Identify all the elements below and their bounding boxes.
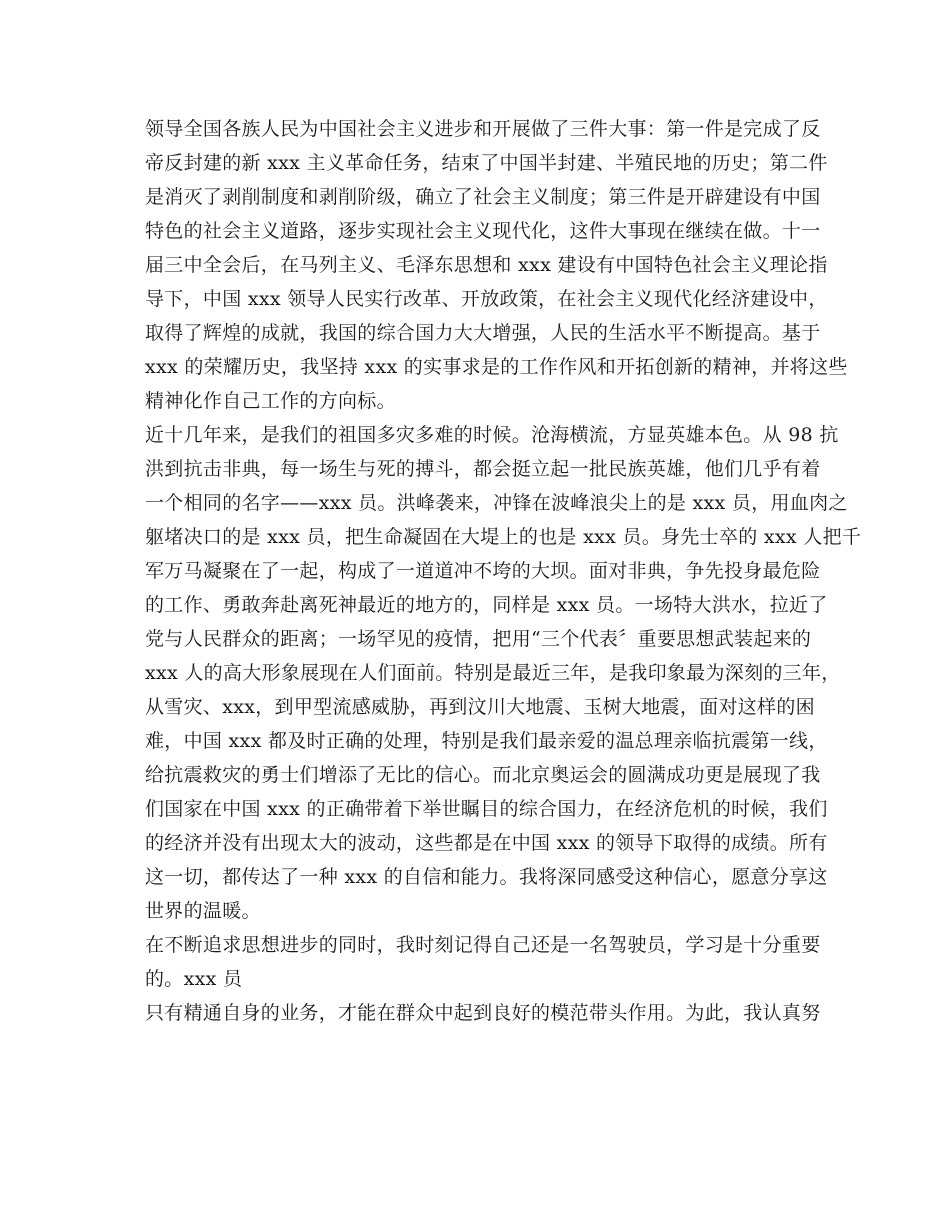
- text-line: 世界的温暖。: [145, 900, 261, 922]
- text-line: 是消灭了剥削制度和剥削阶级，确立了社会主义制度；第三件是开辟建设有中国: [145, 186, 821, 208]
- text-line: 只有精通自身的业务，才能在群众中起到良好的模范带头作用。为此，我认真努: [145, 1002, 821, 1024]
- text-line: 给抗震救灾的勇士们增添了无比的信心。而北京奥运会的圆满成功更是展现了我: [145, 764, 821, 786]
- text-line: 近十几年来，是我们的祖国多灾多难的时候。沧海横流，方显英雄本色。从 98 抗: [145, 424, 839, 446]
- document-body: [145, 112, 862, 1030]
- text-line: 特色的社会主义道路，逐步实现社会主义现代化，这件大事现在继续在做。十一: [145, 220, 821, 242]
- text-line: 洪到抗击非典，每一场生与死的搏斗，都会挺立起一批民族英雄，他们几乎有着: [145, 458, 821, 480]
- text-line: 的。xxx 员: [145, 968, 243, 990]
- text-line: 届三中全会后，在马列主义、毛泽东思想和 xxx 建设有中国特色社会主义理论指: [145, 254, 828, 276]
- text-line: 导下，中国 xxx 领导人民实行改革、开放政策，在社会主义现代化经济建设中，: [145, 288, 828, 310]
- text-line: 精神化作自己工作的方向标。: [145, 390, 396, 412]
- text-line: 们国家在中国 xxx 的正确带着下举世瞩目的综合国力，在经济危机的时候，我们: [145, 798, 828, 820]
- text-line: 这一切，都传达了一种 xxx 的自信和能力。我将深同感受这种信心，愿意分享这: [145, 866, 828, 888]
- text-line: 在不断追求思想进步的同时，我时刻记得自己还是一名驾驶员，学习是十分重要: [145, 934, 821, 956]
- text-line: 从雪灾、xxx，到甲型流感威胁，再到汶川大地震、玉树大地震，面对这样的困: [145, 696, 815, 718]
- text-line: 帝反封建的新 xxx 主义革命任务，结束了中国半封建、半殖民地的历史；第二件: [145, 152, 828, 174]
- text-line: 躯堵决口的是 xxx 员，把生命凝固在大堤上的也是 xxx 员。身先士卒的 xxx 人把千: [145, 526, 862, 548]
- text-line: 难，中国 xxx 都及时正确的处理，特别是我们最亲爱的温总理亲临抗震第一线，: [145, 730, 828, 752]
- text-line: 领导全国各族人民为中国社会主义进步和开展做了三件大事：第一件是完成了反: [145, 118, 821, 140]
- text-line: 党与人民群众的距离；一场罕见的疫情，把用“三个代表〞重要思想武装起来的: [145, 628, 812, 650]
- text-line: 的工作、勇敢奔赴离死神最近的地方的，同样是 xxx 员。一场特大洪水，拉近了: [145, 594, 828, 616]
- text-line: xxx 人的高大形象展现在人们面前。特别是最近三年，是我印象最为深刻的三年，: [145, 662, 841, 684]
- text-line: 的经济并没有出现太大的波动，这些都是在中国 xxx 的领导下取得的成绩。所有: [145, 832, 828, 854]
- text-line: xxx 的荣耀历史，我坚持 xxx 的实事求是的工作作风和开拓创新的精神，并将这些: [145, 356, 848, 378]
- text-line: 取得了辉煌的成就，我国的综合国力大大增强，人民的生活水平不断提高。基于: [145, 322, 821, 344]
- text-line: 一个相同的名字——xxx 员。洪峰袭来，冲锋在波峰浪尖上的是 xxx 员，用血肉之: [145, 492, 848, 514]
- text-line: 军万马凝聚在了一起，构成了一道道冲不垮的大坝。面对非典，争先投身最危险: [145, 560, 821, 582]
